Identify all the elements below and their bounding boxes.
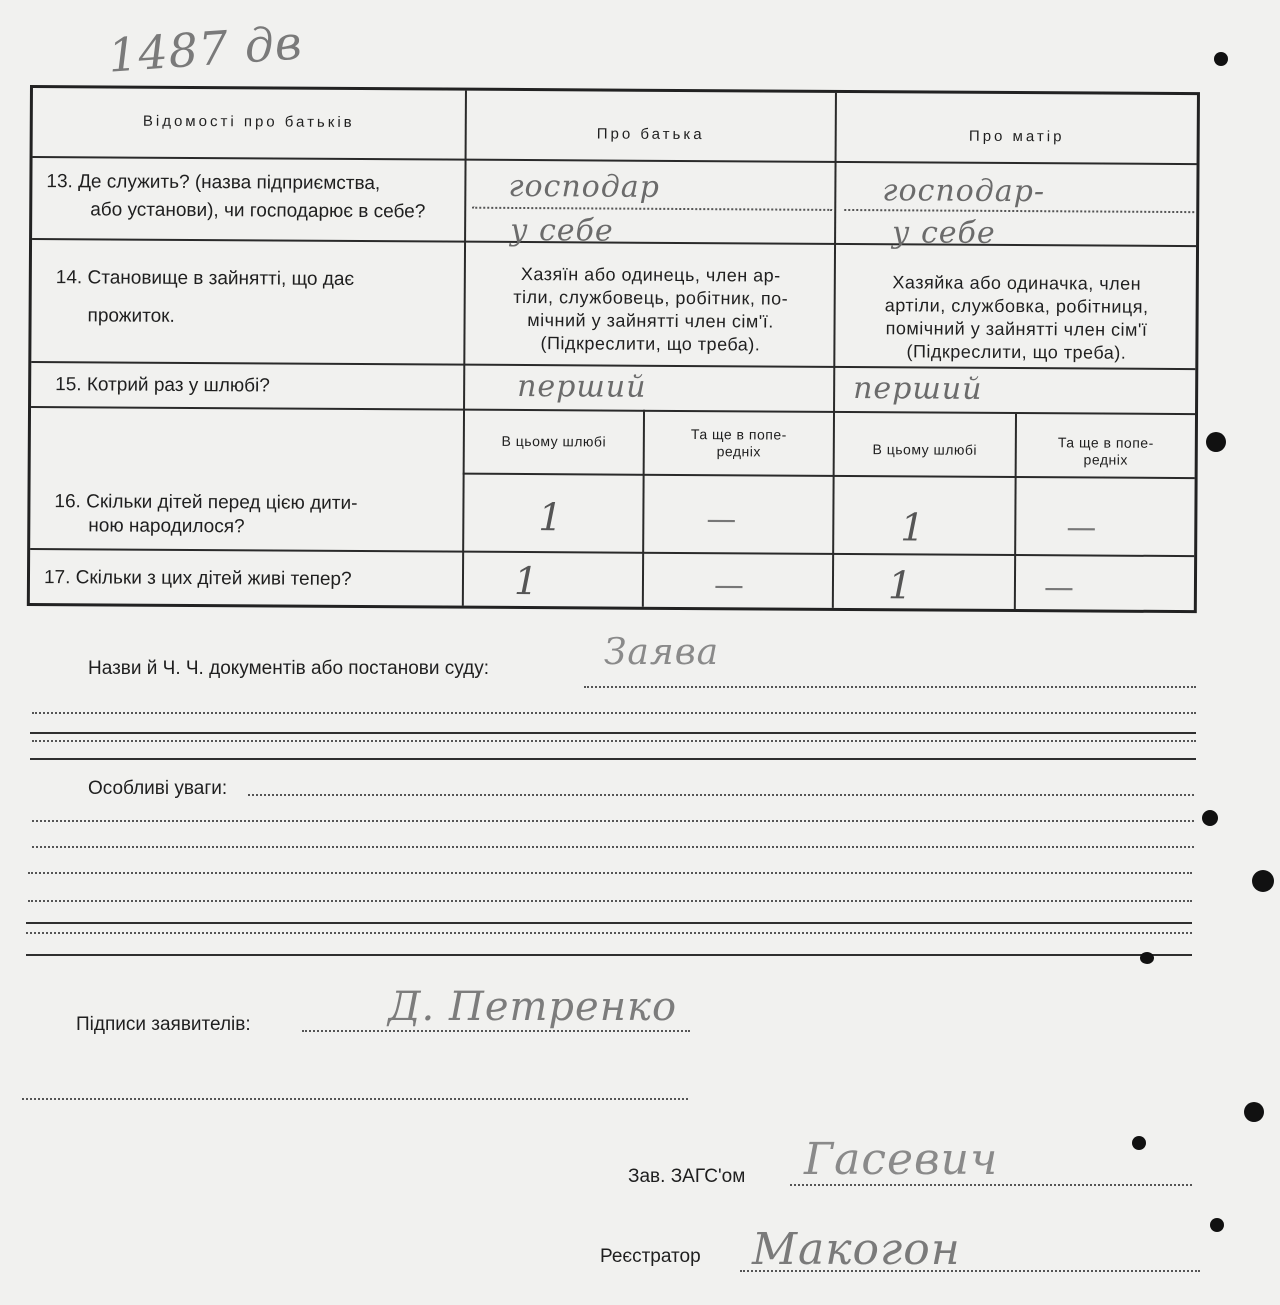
punch-hole [1206,432,1226,452]
zags-head-label: Зав. ЗАГС'ом [628,1166,746,1187]
punch-hole [1210,1218,1224,1232]
documents-value: Заява [604,632,720,673]
signatures-label: Підписи заявителів: [76,1014,251,1035]
header-mother: Про матір [968,127,1065,146]
q13-father-answer-2: у себе [510,212,614,249]
documents-label: Назви й Ч. Ч. документів або постанови суду: [88,658,489,679]
q16-question: 16. Скільки дітей перед цією дити- ною народилося? [54,491,358,538]
zags-head-signature: Гасевич [804,1134,999,1185]
q13-mother-answer-1: господар- [882,173,1046,210]
q16-mother-prev: — [1066,510,1097,546]
punch-hole [1214,52,1228,66]
corner-note: 1487 дв [106,15,305,83]
q17-mother-prev: — [1043,570,1075,606]
header-father: Про батька [596,125,705,144]
q16-father-this: 1 [538,495,563,540]
punch-hole [1252,870,1274,892]
subheader-mother-previous: Та ще в попе- редніх [1057,434,1154,468]
subheader-mother-this-marriage: В цьому шлюбі [872,441,978,458]
q17-question: 17. Скільки з цих дітей живі тепер? [43,567,352,590]
punch-hole [1202,810,1218,826]
punch-hole [1140,952,1154,964]
q17-father-this: 1 [513,558,539,604]
punch-hole [1132,1136,1146,1150]
q16-mother-this: 1 [900,505,925,550]
q17-mother-this: 1 [887,563,913,608]
subheader-father-previous: Та ще в попе- редніх [690,426,787,460]
q15-father-answer: перший [517,368,647,405]
q13-question: 13. Де служить? (назва підприємства, або установи), чи господарює в себе? [46,171,426,223]
q15-mother-answer: перший [853,371,983,407]
q13-mother-answer-2: у себе [892,215,996,251]
parents-info-table [27,85,1200,613]
q14-question: 14. Становище в зайнятті, що дає прожиток. [55,267,355,327]
registrar-signature: Макогон [752,1224,961,1275]
q17-father-prev: — [713,568,745,604]
remarks-label: Особливі уваги: [88,778,228,799]
q13-father-answer-1: господар [508,168,661,205]
q16-father-prev: — [706,502,737,538]
registrar-label: Реєстратор [600,1246,701,1267]
applicant-signature: Д. Петренко [388,984,678,1030]
q15-question: 15. Котрий раз у шлюбі? [55,374,270,397]
q14-mother-options: Хазяйка або одиначка, член артіли, службовка, робітниця, помічний у зайнятті член сім'ї (Підкреслити, що треба). [884,272,1149,363]
q14-father-options: Хазяїн або одинець, член ар- тіли, службовець, робітник, по- мічний у зайнятті член сім'ї. (Підкреслити, що треба). [513,264,789,355]
header-parents-info: Відомості про батьків [142,112,355,131]
punch-hole [1244,1102,1264,1122]
subheader-father-this-marriage: В цьому шлюбі [501,432,607,450]
